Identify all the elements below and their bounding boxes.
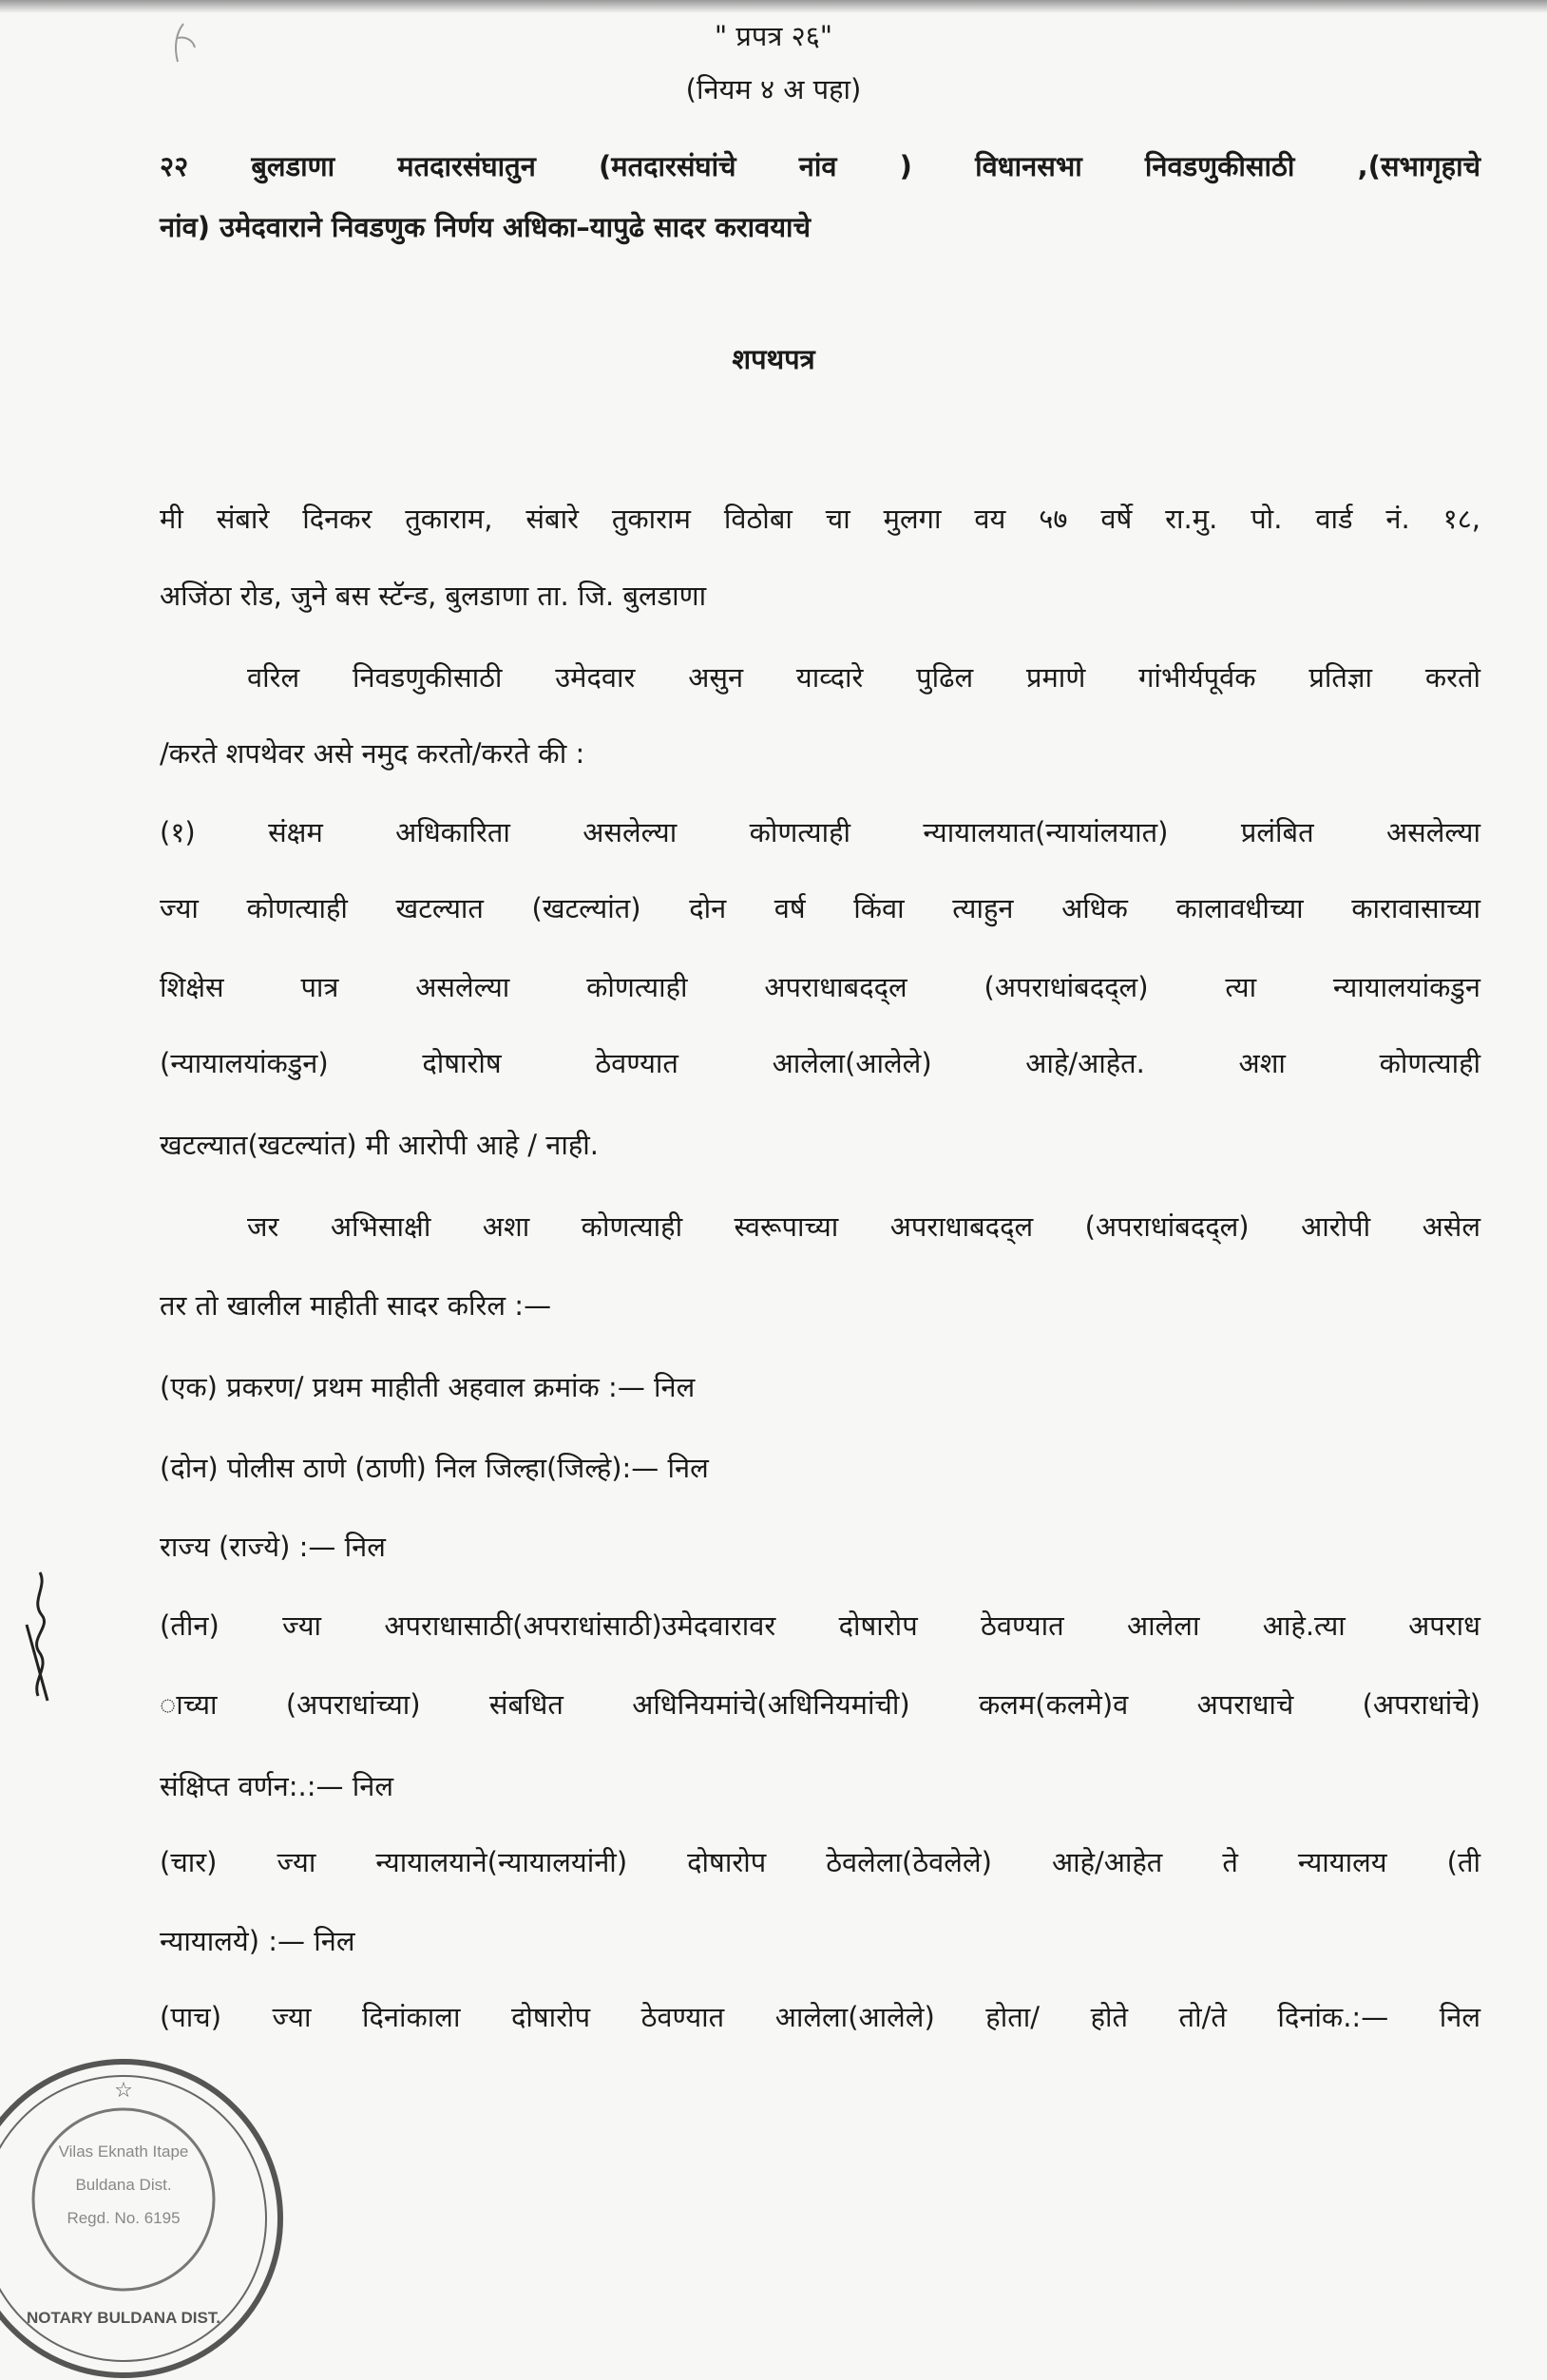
scan-edge-shadow: [0, 0, 1547, 13]
star-icon: ☆: [114, 2079, 133, 2103]
paragraph-line: ज्या कोणत्याही खटल्यात (खटल्यांत) दोन वर्ष किंवा त्याहुन अधिक कालावधीच्या कारावासाच्या: [160, 892, 1480, 924]
stamp-name: Vilas Eknath Itape: [58, 2142, 189, 2161]
paragraph-line: (एक) प्रकरण/ प्रथम माहीती अहवाल क्रमांक :— निल: [160, 1371, 696, 1403]
stamp-outer-text: NOTARY BULDANA DIST.: [27, 2309, 220, 2327]
paragraph-line: वरिल निवडणुकीसाठी उमेदवार असुन याव्दारे पुढिल प्रमाणे गांभीर्यपूर्वक प्रतिज्ञा करतो: [247, 661, 1480, 694]
paragraph-line: /करते शपथेवर असे नमुद करतो/करते की :: [160, 737, 585, 770]
heading-line: " प्रपत्र २६": [714, 20, 833, 52]
paragraph-line: संक्षिप्त वर्णन:.:— निल: [160, 1770, 394, 1802]
paragraph-line: (दोन) पोलीस ठाणे (ठाणी) निल जिल्हा(जिल्हे):— निल: [160, 1452, 709, 1484]
paragraph-line: (चार) ज्या न्यायालयाने(न्यायालयांनी) दोषारोप ठेवलेला(ठेवलेले) आहे/आहेत ते न्यायालय (ती: [160, 1846, 1480, 1878]
stamp-district: Buldana Dist.: [75, 2176, 172, 2194]
paragraph-line: तर तो खालील माहीती सादर करिल :—: [160, 1289, 552, 1322]
heading-line: नांव) उमेदवाराने निवडणुक निर्णय अधिका–यापुढे सादर करावयाचे: [160, 211, 811, 243]
paragraph-line: (१) संक्षम अधिकारिता असलेल्या कोणत्याही न्यायालयात(न्यायांलयात) प्रलंबित असलेल्या: [160, 816, 1480, 848]
paragraph-line: ाच्या (अपराधांच्या) संबधित अधिनियमांचे(अधिनियमांची) कलम(कलमे)व अपराधाचे (अपराधांचे): [160, 1688, 1480, 1721]
paragraph-line: (तीन) ज्या अपराधासाठी(अपराधांसाठी)उमेदवारावर दोषारोप ठेवण्यात आलेला आहे.त्या अपराध: [160, 1609, 1480, 1642]
paragraph-line: (न्यायालयांकडुन) दोषारोष ठेवण्यात आलेला(आलेले) आहे/आहेत. अशा कोणत्याही: [160, 1047, 1480, 1079]
heading-line: (नियम ४ अ पहा): [685, 73, 862, 105]
paragraph-line: राज्य (राज्ये) :— निल: [160, 1531, 386, 1563]
paragraph-line: मी संबारे दिनकर तुकाराम, संबारे तुकाराम विठोबा चा मुलगा वय ५७ वर्षे रा.मु. पो. वार्ड नं. १८,: [160, 503, 1480, 535]
paragraph-line: (पाच) ज्या दिनांकाला दोषारोप ठेवण्यात आलेला(आलेले) होता/ होते तो/ते दिनांक.:— निल: [160, 2001, 1480, 2033]
heading-line: २२ बुलडाणा मतदारसंघातुन (मतदारसंघांचे नांव ) विधानसभा निवडणुकीसाठी ,(सभागृहाचे: [160, 150, 1480, 182]
heading-line: शपथपत्र: [732, 343, 815, 375]
stamp-regd: Regd. No. 6195: [67, 2209, 181, 2227]
paragraph-line: जर अभिसाक्षी अशा कोणत्याही स्वरूपाच्या अपराधाबदद्ल (अपराधांबदद्ल) आरोपी असेल: [247, 1210, 1480, 1243]
paragraph-line: न्यायालये) :— निल: [160, 1925, 355, 1957]
paragraph-line: खटल्यात(खटल्यांत) मी आरोपी आहे / नाही.: [160, 1129, 600, 1161]
paragraph-line: शिक्षेस पात्र असलेल्या कोणत्याही अपराधाबदद्ल (अपराधांबदद्ल) त्या न्यायालयांकडुन: [160, 971, 1480, 1003]
paragraph-line: अजिंठा रोड, जुने बस स्टॅन्ड, बुलडाणा ता. जि. बुलडाणा: [160, 580, 707, 612]
signature: [19, 1568, 57, 1710]
notary-stamp: [0, 2057, 285, 2380]
